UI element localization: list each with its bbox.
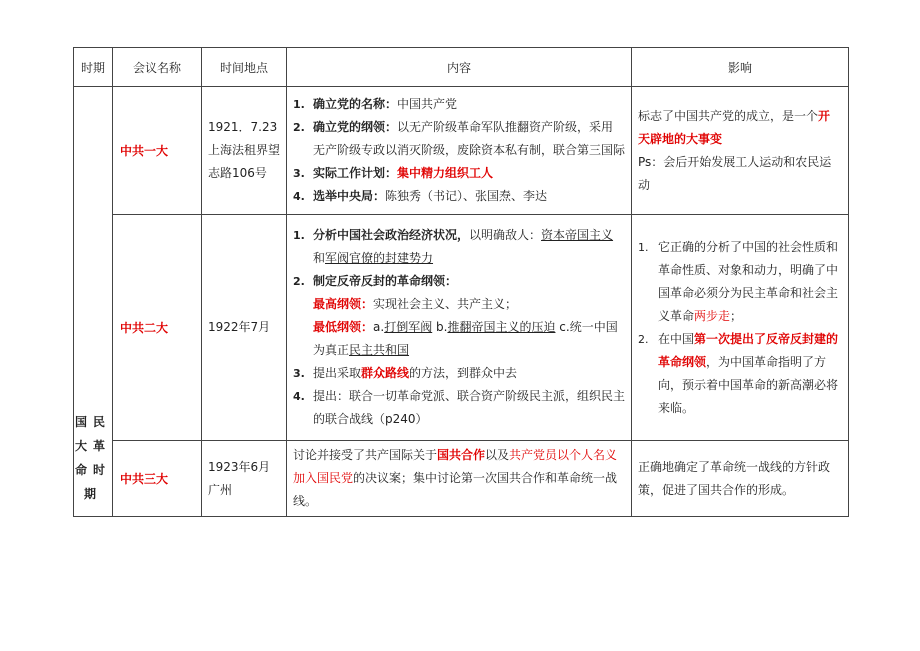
period-text: 国民: [74, 414, 111, 429]
content-cell: [287, 87, 632, 215]
header-impact: 影响: [632, 48, 849, 87]
list-item: 4. 选举中央局：陈独秀（书记）、张国焘、李达: [293, 189, 548, 203]
table-row: [74, 215, 849, 441]
impact-cell: 正确地确定了革命统一战线的方针政策，促进了国共合作的形成。: [632, 441, 849, 517]
meetings-table: [73, 47, 849, 517]
meeting-name: 中共一大: [113, 87, 202, 215]
list-item: 3. 提出采取群众路线的方法，到群众中去: [293, 366, 518, 380]
header-content: 内容: [287, 48, 632, 87]
header-period: 时期: [74, 48, 113, 87]
period-text: 大革: [74, 438, 111, 453]
time-place: 1922年7月: [202, 215, 287, 441]
list-item: 1. 它正确的分析了中国的社会性质和革命性质、对象和动力，明确了中国革命必须分为民主革命和社会主义革命两步走；: [638, 239, 839, 323]
list-item: 1. 分析中国社会政治经济状况，以明确敌人：资本帝国主义和军阀官僚的封建势力: [293, 228, 614, 265]
period-cell: [74, 87, 113, 517]
content-cell: 讨论并接受了共产国际关于国共合作以及共产党员以个人名义加入国民党的决议案；集中讨论第一次国共合作和革命统一战线。: [287, 441, 632, 517]
period-text: 期: [83, 486, 102, 501]
table-row: [74, 441, 849, 517]
content-cell: [287, 215, 632, 441]
list-item: 1. 确立党的名称：中国共产党: [293, 97, 458, 111]
time-place: 1921．7.23 上海法租界望 志路106号: [202, 87, 287, 215]
header-meeting-name: 会议名称: [113, 48, 202, 87]
impact-cell: [632, 215, 849, 441]
meeting-name: 中共二大: [113, 215, 202, 441]
list-item: 2. 确立党的纲领：以无产阶级革命军队推翻资产阶级，采用无产阶级专政以消灭阶级，废除资本私有制，联合第三国际: [293, 120, 626, 157]
list-item: 4. 提出：联合一切革命党派、联合资产阶级民主派，组织民主的联合战线（p240）: [293, 389, 626, 426]
header-time-place: 时间地点: [202, 48, 287, 87]
list-item: 2. 制定反帝反封的革命纲领： 最高纲领：实现社会主义、共产主义； 最低纲领：a.打倒军阀 b.推翻帝国主义的压迫 c.统一中国为真正民主共和国: [293, 274, 618, 357]
table-row: [74, 87, 849, 215]
time-place: 1923年6月 广州: [202, 441, 287, 517]
list-item: 3. 实际工作计划：集中精力组织工人: [293, 166, 494, 180]
header-row: [74, 48, 849, 87]
period-text: 命时: [74, 462, 111, 477]
meeting-name: 中共三大: [113, 441, 202, 517]
list-item: 2. 在中国第一次提出了反帝反封建的革命纲领，为中国革命指明了方向，预示着中国革命的新高潮必将来临。: [638, 331, 839, 415]
impact-cell: 标志了中国共产党的成立，是一个开天辟地的大事变 Ps：会后开始发展工人运动和农民运动: [632, 87, 849, 215]
